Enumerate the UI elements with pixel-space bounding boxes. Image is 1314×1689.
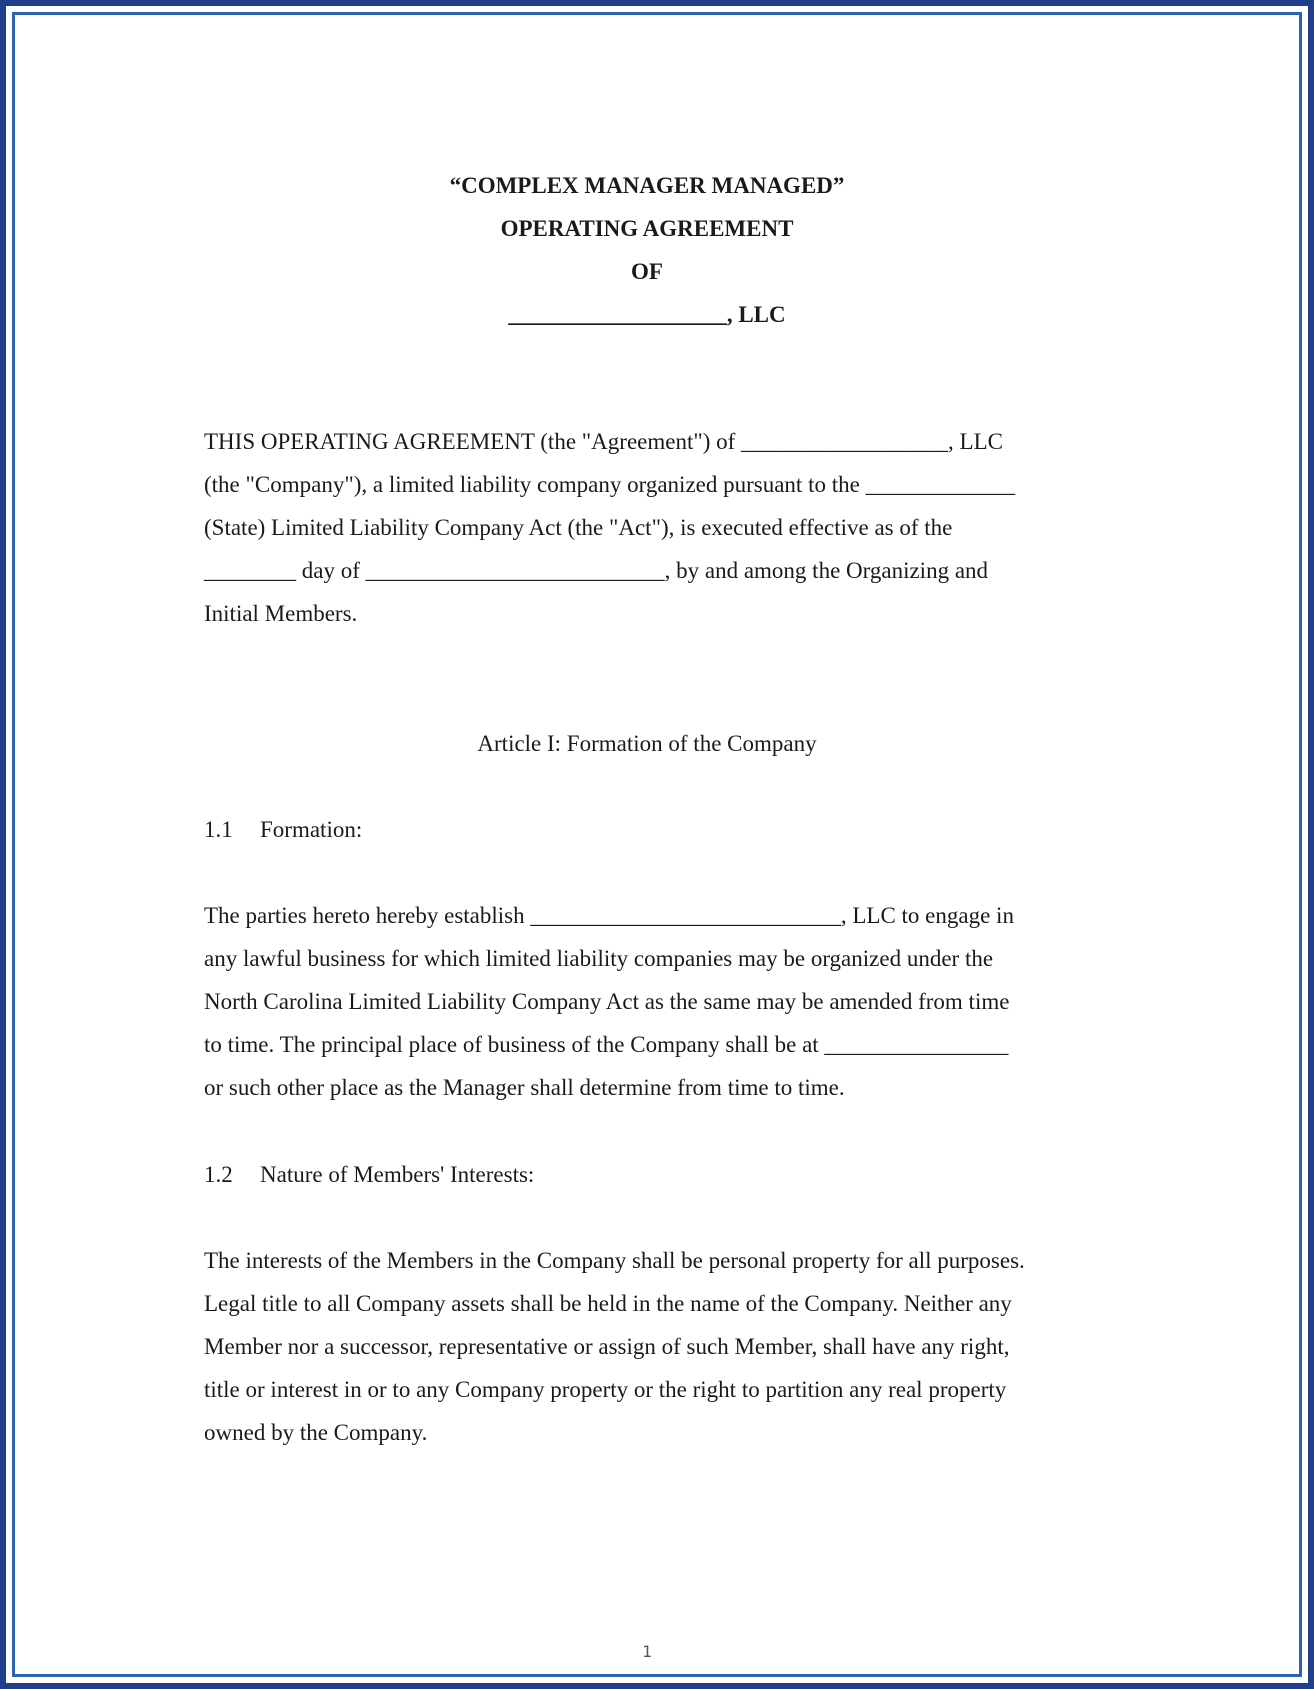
intro-line: Initial Members. (204, 601, 358, 626)
section-1-1-heading (204, 815, 362, 845)
intro-line: ________ day of __________________________, by and among the Organizing and (204, 558, 989, 583)
paragraph-line: any lawful business for which limited liability companies may be organized under the (204, 946, 994, 971)
article-heading: Article I: Formation of the Company (477, 731, 817, 756)
intro-line: THIS OPERATING AGREEMENT (the "Agreement") of __________________, LLC (204, 429, 1003, 454)
paragraph-line: Legal title to all Company assets shall be held in the name of the Company. Neither any (204, 1291, 1012, 1316)
section-1-1-paragraph (204, 894, 1104, 1109)
paragraph-line: or such other place as the Manager shall determine from time to time. (204, 1075, 845, 1100)
paragraph-line: owned by the Company. (204, 1420, 428, 1445)
section-title: Formation: (260, 817, 363, 842)
intro-line: (State) Limited Liability Company Act (the "Act"), is executed effective as of the (204, 515, 953, 540)
paragraph-line: title or interest in or to any Company property or the right to partition any real property (204, 1377, 1007, 1402)
title-line-1: “COMPLEX MANAGER MANAGED” (449, 173, 845, 198)
paragraph-line: North Carolina Limited Liability Company Act as the same may be amended from time (204, 989, 1010, 1014)
paragraph-line: The parties hereto hereby establish ___________________________, LLC to engage in (204, 903, 1014, 928)
title-line-2: OPERATING AGREEMENT (500, 216, 794, 241)
title-line-3: OF (631, 259, 663, 284)
intro-paragraph (204, 420, 1104, 635)
paragraph-line: Member nor a successor, representative or assign of such Member, shall have any right, (204, 1334, 1010, 1359)
section-title: Nature of Members' Interests: (260, 1162, 535, 1187)
section-1-2-heading (204, 1160, 534, 1190)
intro-line: (the "Company"), a limited liability company organized pursuant to the _____________ (204, 472, 1016, 497)
section-number: 1.2 (204, 1162, 233, 1187)
paragraph-line: The interests of the Members in the Company shall be personal property for all purposes. (204, 1248, 1025, 1273)
section-number: 1.1 (204, 817, 233, 842)
title-line-4: ___________________, LLC (508, 302, 786, 327)
document-page (20, 20, 1294, 1669)
section-1-2-paragraph (204, 1239, 1104, 1454)
page-number: 1 (642, 1642, 652, 1661)
paragraph-line: to time. The principal place of business of the Company shall be at ________________ (204, 1032, 1009, 1057)
